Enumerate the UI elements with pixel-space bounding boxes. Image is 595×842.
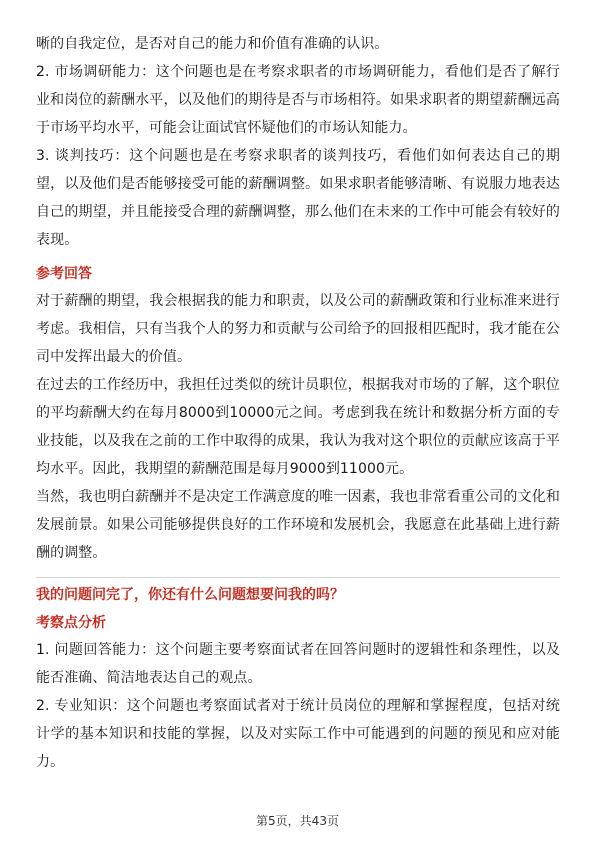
analysis-paragraph: 2. 专业知识：这个问题也考察面试者对于统计员岗位的理解和掌握程度，包括对统计学的基本知识和技能的掌握，以及对实际工作中可能遇到的问题的预见和应对能力。 <box>36 698 560 770</box>
page-number-footer: 第5页，共43页 <box>256 814 339 828</box>
page-content <box>36 30 560 776</box>
analysis-title: 考察点分析 <box>36 615 106 631</box>
paragraph-negotiation: 3. 谈判技巧：这个问题也是在考察求职者的谈判技巧，看他们如何表达自己的期望，以及他们是否能够接受可能的薪酬调整。如果求职者能够清晰、有说服力地表达自己的期望，并且能接受合理的薪酬调整，那么他们在未来的工作中可能会有较好的表现。 <box>36 148 560 248</box>
reference-answer-paragraph: 当然，我也明白薪酬并不是决定工作满意度的唯一因素，我也非常看重公司的文化和发展前景。如果公司能够提供良好的工作环境和发展机会，我愿意在此基础上进行薪酬的调整。 <box>36 489 560 561</box>
reference-answer-paragraph: 对于薪酬的期望，我会根据我的能力和职责，以及公司的薪酬政策和行业标准来进行考虑。我相信，只有当我个人的努力和贡献与公司给予的回报相匹配时，我才能在公司中发挥出最大的价值。 <box>36 293 560 365</box>
section-divider <box>36 577 560 578</box>
reference-answer-title: 参考回答 <box>36 266 92 282</box>
paragraph-market-research: 2. 市场调研能力：这个问题也是在考察求职者的市场调研能力，看他们是否了解行业和岗位的薪酬水平，以及他们的期待是否与市场相符。如果求职者的期望薪酬远高于市场平均水平，可能会让面试官怀疑他们的市场认知能力。 <box>36 64 560 136</box>
analysis-paragraph: 1. 问题回答能力：这个问题主要考察面试者在回答问题时的逻辑性和条理性，以及能否准确、简洁地表达自己的观点。 <box>36 642 560 686</box>
question-heading: 我的问题问完了，你还有什么问题想要问我的吗？ <box>36 587 344 603</box>
reference-answer-paragraph: 在过去的工作经历中，我担任过类似的统计员职位，根据我对市场的了解，这个职位的平均薪酬大约在每月8000到10000元之间。考虑到我在统计和数据分析方面的专业技能，以及我在之前的工作中取得的成果，我认为我对这个职位的贡献应该高于平均水平。因此，我期望的薪酬范围是每月9000到11000元。 <box>36 377 560 477</box>
paragraph: 晰的自我定位，是否对自己的能力和价值有准确的认识。 <box>36 36 389 52</box>
